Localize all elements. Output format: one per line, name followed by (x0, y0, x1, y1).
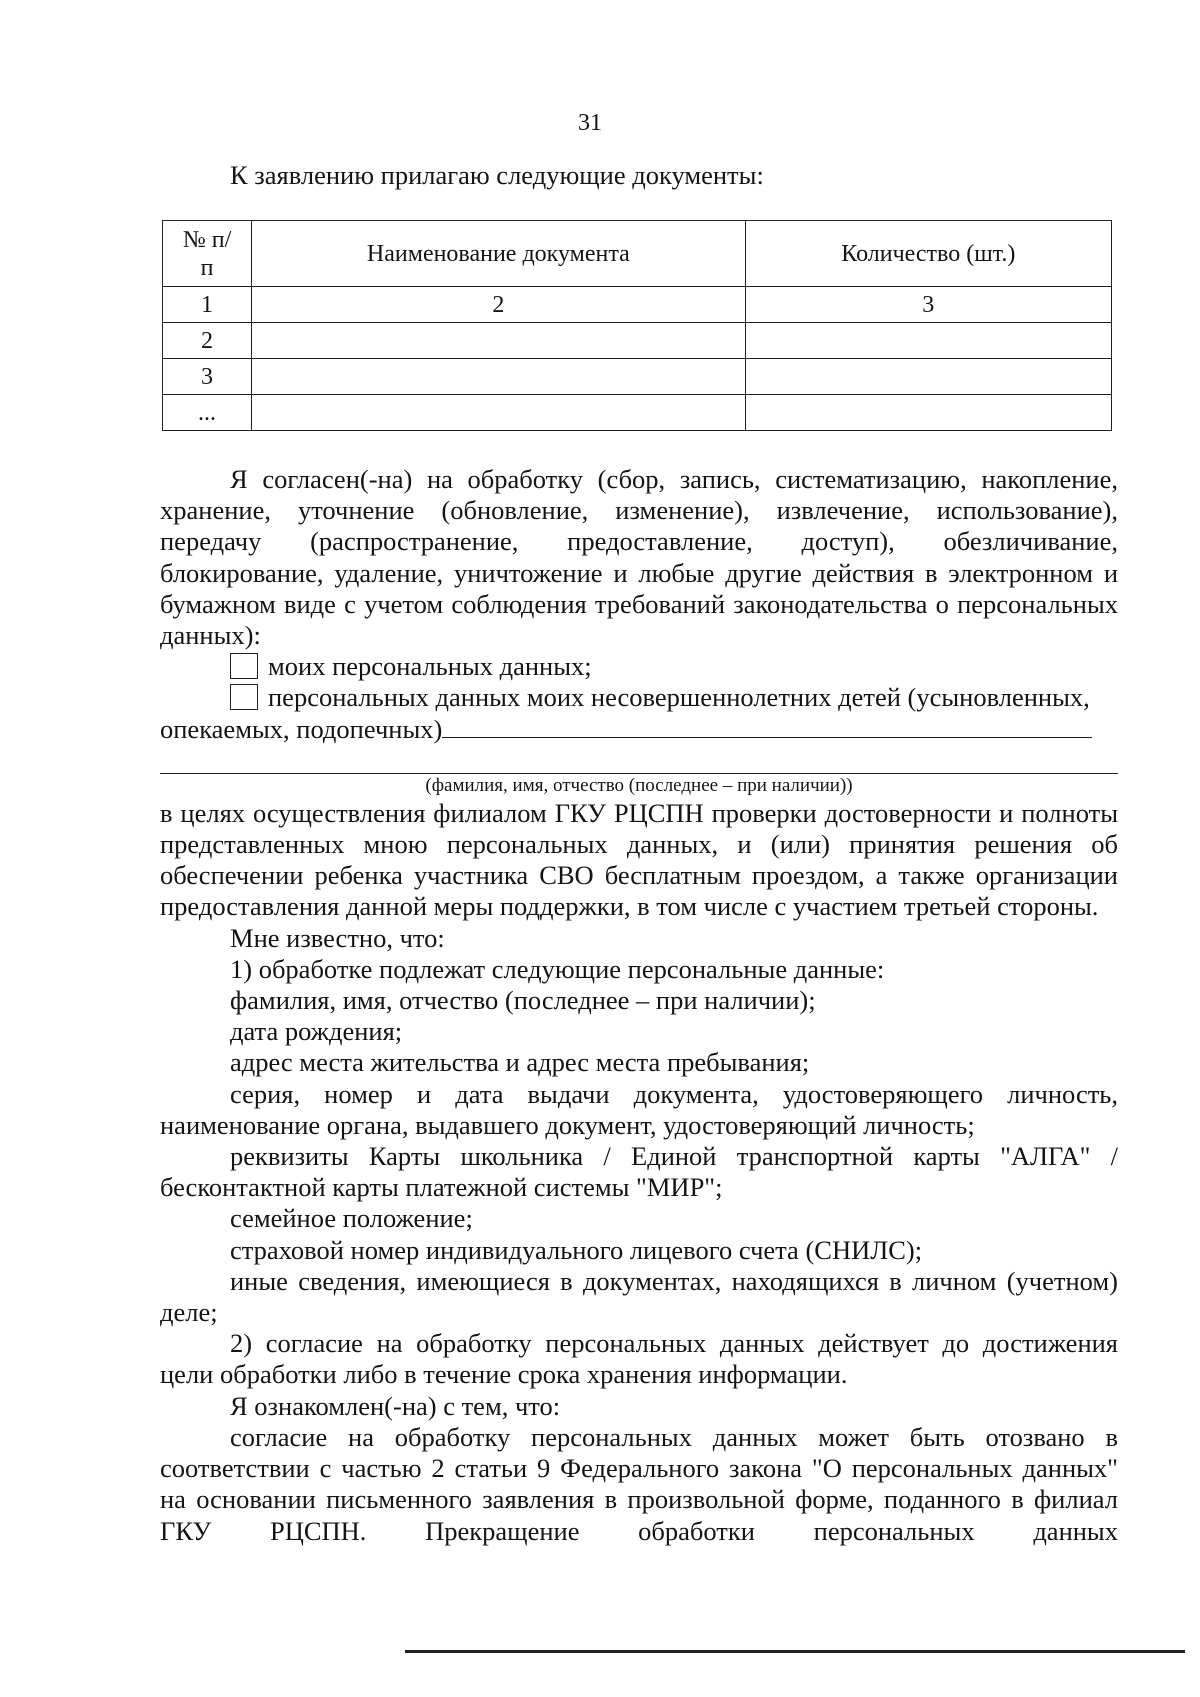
table-cell: 3 (745, 287, 1111, 323)
table-cell[interactable] (252, 323, 746, 359)
table-cell: 2 (252, 287, 746, 323)
known-heading: Мне известно, что: (230, 922, 445, 953)
table-header-row (163, 221, 1112, 287)
checkbox-children-data[interactable] (230, 684, 258, 710)
list-item: фамилия, имя, отчество (последнее – при наличии); (230, 985, 816, 1016)
page-number: 31 (578, 110, 602, 136)
document-body (160, 464, 1118, 1547)
table-row (163, 323, 1112, 359)
table-row (163, 359, 1112, 395)
children-fio-field[interactable] (442, 715, 1092, 738)
table-cell: ... (163, 395, 252, 431)
table-row (163, 287, 1112, 323)
option-children-label-cont: опекаемых, подопечных) (160, 713, 443, 744)
table-cell[interactable] (252, 395, 746, 431)
table-cell: 3 (163, 359, 252, 395)
acquainted-heading: Я ознакомлен(-на) с тем, что: (230, 1390, 561, 1421)
checkbox-own-data[interactable] (230, 653, 258, 679)
table-row (163, 395, 1112, 431)
attachments-intro: К заявлению прилагаю следующие документы: (230, 160, 764, 190)
known-item-1: 1) обработке подлежат следующие персональные данные: (230, 953, 885, 984)
option-children-label: персональных данных моих несовершеннолетних детей (усыновленных, (268, 682, 1090, 713)
table-cell[interactable] (745, 359, 1111, 395)
list-item: иные сведения, имеющиеся в документах, находящихся в личном (учетном) деле; (160, 1265, 1118, 1328)
known-item-2: 2) согласие на обработку персональных данных действует до достижения цели обработки либо в течение срока хранения информации. (160, 1328, 1118, 1390)
table-cell[interactable] (252, 359, 746, 395)
documents-table (162, 220, 1112, 431)
fio-caption: (фамилия, имя, отчество (последнее – при наличии)) (425, 774, 853, 796)
table-cell[interactable] (745, 395, 1111, 431)
children-fio-field-2[interactable] (160, 745, 1118, 774)
option-own-data (160, 651, 1118, 682)
header-quantity: Количество (шт.) (745, 221, 1111, 287)
header-document-name: Наименование документа (252, 221, 746, 287)
footer-rule (405, 1650, 1185, 1653)
list-item: семейное положение; (230, 1203, 473, 1234)
header-number: № п/п (163, 221, 252, 287)
list-item: реквизиты Карты школьника / Единой транспортной карты "АЛГА" / бесконтактной карты платежной системы "МИР"; (160, 1141, 1118, 1203)
purpose-paragraph: в целях осуществления филиалом ГКУ РЦСПН проверки достоверности и полноты представленных мною персональных данных, и (или) принятия решения об обеспечении ребенка участника СВО бесплатным проездом, а также организации предоставления данной меры поддержки, в том числе с участием третьей стороны. (160, 797, 1118, 922)
option-children-data (160, 682, 1118, 713)
list-item: страховой номер индивидуального лицевого счета (СНИЛС); (230, 1234, 923, 1265)
table-cell: 2 (163, 323, 252, 359)
acquainted-text: согласие на обработку персональных данных может быть отозвано в соответствии с частью 2 статьи 9 Федерального закона "О персональных данных" на основании письменного заявления в произвольной форме, поданного в филиал ГКУ РЦСПН. Прекращение обработки персональных данных (160, 1421, 1118, 1546)
list-item: серия, номер и дата выдачи документа, удостоверяющего личность, наименование органа, выдавшего документ, удостоверяющий личность; (160, 1078, 1118, 1140)
table-cell: 1 (163, 287, 252, 323)
list-item: адрес места жительства и адрес места пребывания; (230, 1047, 810, 1078)
list-item: дата рождения; (230, 1016, 403, 1047)
children-fio-line (160, 714, 1118, 745)
option-own-data-label: моих персональных данных; (268, 651, 592, 682)
consent-paragraph: Я согласен(-на) на обработку (сбор, запись, систематизацию, накопление, хранение, уточнение (обновление, изменение), извлечение, использование), передачу (распространение, предоставление, доступ), обезличивание, блокирование, удаление, уничтожение и любые другие действия в электронном и бумажном виде с учетом соблюдения требований законодательства о персональных данных): (160, 464, 1118, 651)
table-cell[interactable] (745, 323, 1111, 359)
